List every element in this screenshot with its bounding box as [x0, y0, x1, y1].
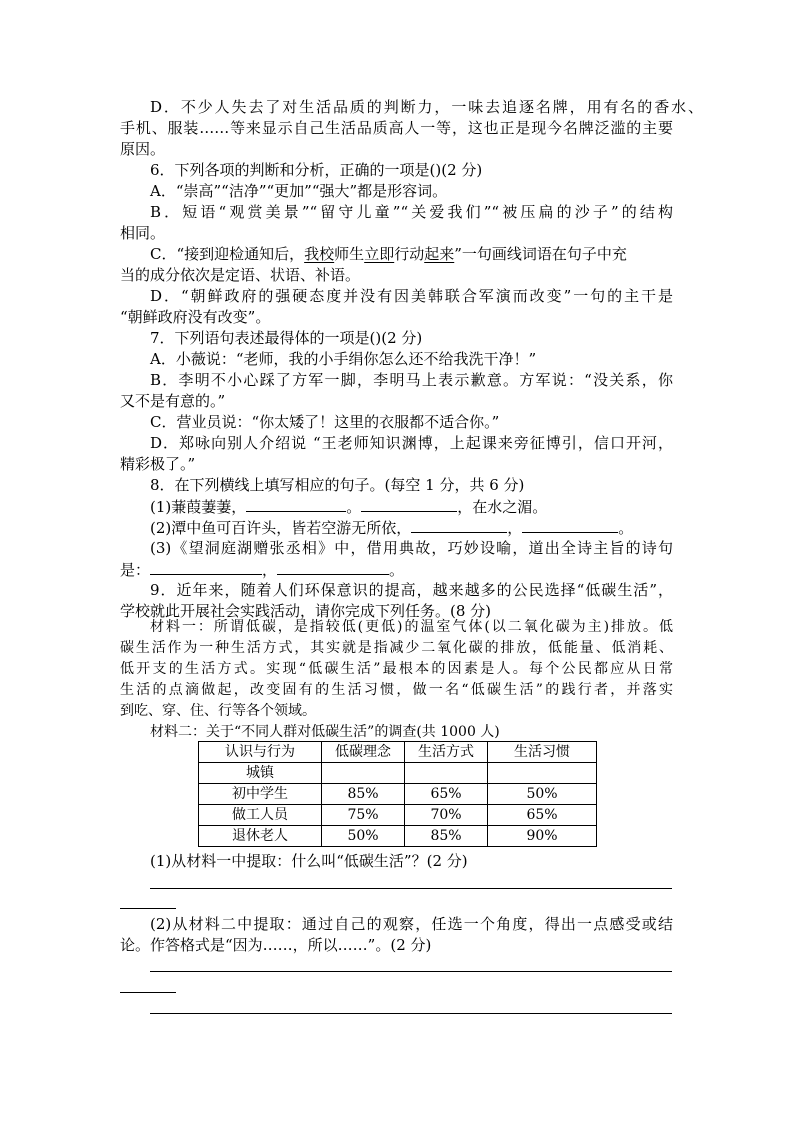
- q6-c-prefix: C．“接到迎检通知后，: [150, 245, 305, 263]
- q9-stem-line1: 9．近年来，随着人们环保意识的提高，越来越多的公民选择“低碳生活”，: [150, 581, 673, 599]
- table-row-label: 做工人员: [199, 805, 322, 826]
- table-row-label: 退休老人: [199, 826, 322, 847]
- table-cell: [322, 763, 405, 784]
- table-header-cell: 生活习惯: [488, 742, 597, 763]
- table-corner-row: [199, 763, 597, 784]
- q8-item2-mid: ，: [507, 519, 523, 537]
- material-1-line1: 材料一：所谓低碳，是指较低(更低)的温室气体(以二氧化碳为主)排放。低: [150, 619, 673, 635]
- q7-option-d-line2: 精彩极了。”: [120, 455, 196, 473]
- q8-item1-mid: 。: [346, 498, 362, 516]
- q8-item-3-line1: (3)《望洞庭湖赠张丞相》中，借用典故，巧妙设喻，道出全诗主旨的诗句: [150, 539, 673, 557]
- q8-item3-blank-1[interactable]: [150, 559, 262, 575]
- q6-c-text-2: 行动: [394, 245, 425, 263]
- table-cell: 75%: [322, 805, 405, 826]
- table-header-row: [199, 742, 597, 763]
- q5-option-d-line3: 原因。: [120, 140, 166, 158]
- table-cell: 50%: [488, 784, 597, 805]
- q6-c-underlined-word-3: 起来: [424, 245, 455, 263]
- table-cell: 50%: [322, 826, 405, 847]
- q8-item1-prefix: (1)蒹葭萋萋，: [150, 498, 247, 516]
- table-header-cell: 低碳理念: [322, 742, 405, 763]
- q7-option-a: A．小薇说：“老师，我的小手绢你怎么还不给我洗干净！”: [150, 350, 537, 368]
- table-row-label: 初中学生: [199, 784, 322, 805]
- q6-option-a: A．“崇高”“洁净”“更加”“强大”都是形容词。: [150, 182, 448, 200]
- q8-item3-mid: ，: [262, 561, 278, 579]
- q8-item2-suffix: 。: [618, 519, 634, 537]
- q6-option-c-line2: 当的成分依次是定语、状语、补语。: [120, 266, 361, 284]
- answer-line-tail[interactable]: [120, 992, 176, 993]
- q6-stem: 6．下列各项的判断和分析，正确的一项是()(2 分): [150, 161, 483, 179]
- q8-item2-blank-2[interactable]: [522, 517, 618, 533]
- table-cell: 90%: [488, 826, 597, 847]
- q8-item1-blank-2[interactable]: [361, 496, 457, 512]
- material-1-line3: 低开支的生活方式。实现“低碳生活”最根本的因素是人。每个公民都应从日常: [120, 661, 673, 677]
- q8-item-3-line2: [120, 559, 404, 580]
- q8-item-1: [150, 496, 547, 517]
- q7-stem: 7．下列语句表述最得体的一项是()(2 分): [150, 329, 423, 347]
- q7-option-b-line1: B．李明不小心踩了方军一脚，李明马上表示歉意。方军说：“没关系，你: [150, 371, 673, 389]
- q6-c-underlined-word-1: 我校: [304, 245, 335, 263]
- q8-item3-prefix: 是：: [120, 561, 151, 579]
- answer-line-tail[interactable]: [120, 908, 176, 909]
- q7-option-c: C．营业员说：“你太矮了！这里的衣服都不适合你。”: [150, 413, 500, 431]
- q8-item2-prefix: (2)潭中鱼可百许头，皆若空游无所依，: [150, 519, 412, 537]
- table-row: [199, 784, 597, 805]
- q8-item3-suffix: 。: [389, 561, 405, 579]
- answer-line[interactable]: [150, 971, 672, 972]
- q6-option-d-line2: “朝鲜政府没有改变”。: [120, 308, 271, 326]
- q6-option-b-line1: B．短语“观赏美景”“留守儿童”“关爱我们”“被压扁的沙子”的结构: [150, 203, 673, 221]
- q9-sub-question-2-line1: (2)从材料二中提取：通过自己的观察，任选一个角度，得出一点感受或结: [150, 915, 673, 933]
- q9-stem-line2: 学校就此开展社会实践活动，请你完成下列任务。(8 分): [120, 602, 492, 620]
- table-header-cell: 生活方式: [405, 742, 488, 763]
- q6-c-suffix: ”一句画线词语在句子中充: [454, 245, 627, 263]
- q6-option-c-line1: [150, 244, 627, 264]
- q5-option-d-line1: D．不少人失去了对生活品质的判断力，一味去追逐名牌，用有名的香水、: [150, 98, 703, 116]
- material-1-line4: 生活的点滴做起，改变固有的生活习惯，做一名“低碳生活”的践行者，并落实: [120, 682, 673, 698]
- q8-stem: 8．在下列横线上填写相应的句子。(每空 1 分，共 6 分): [150, 476, 525, 494]
- material-1-line2: 碳生活作为一种生活方式，其实就是指减少二氧化碳的排放，低能量、低消耗、: [120, 640, 673, 656]
- table-cell: 85%: [405, 826, 488, 847]
- answer-line[interactable]: [150, 888, 672, 889]
- q6-option-d-line1: D．“朝鲜政府的强硬态度并没有因美韩联合军演而改变”一句的主干是: [150, 287, 673, 305]
- q5-option-d-line2: 手机、服装……等来显示自己生活品质高人一等，这也正是现今名牌泛滥的主要: [120, 119, 673, 137]
- q6-option-b-line2: 相同。: [120, 224, 166, 242]
- table-corner-cell: 城镇: [199, 763, 322, 784]
- answer-line[interactable]: [150, 1013, 672, 1014]
- material-2-title: 材料二：关于“不同人群对低碳生活”的调查(共 1000 人): [150, 724, 500, 740]
- table-cell: 85%: [322, 784, 405, 805]
- q8-item1-suffix: ，在水之湄。: [457, 498, 548, 516]
- q8-item1-blank-1[interactable]: [246, 496, 346, 512]
- table-row: [199, 826, 597, 847]
- q7-option-d-line1: D．郑咏向别人介绍说 “王老师知识渊博，上起课来旁征博引，信口开河，: [150, 434, 673, 452]
- q9-sub-question-2-line2: 论。作答格式是“因为……，所以……”。(2 分): [120, 936, 432, 954]
- q8-item3-blank-2[interactable]: [277, 559, 389, 575]
- material-1-line5: 到吃、穿、住、行等各个领域。: [120, 703, 316, 719]
- q9-sub-question-1: (1)从材料一中提取：什么叫“低碳生活”？(2 分): [150, 852, 468, 870]
- table-cell: [405, 763, 488, 784]
- table-cell: [488, 763, 597, 784]
- q6-c-underlined-word-2: 立即: [364, 245, 395, 263]
- table-row: [199, 805, 597, 826]
- q8-item2-blank-1[interactable]: [411, 517, 507, 533]
- table-cell: 65%: [405, 784, 488, 805]
- q8-item-2: [150, 517, 633, 538]
- table-cell: 70%: [405, 805, 488, 826]
- table-cell: 65%: [488, 805, 597, 826]
- q7-option-b-line2: 又不是有意的。”: [120, 392, 226, 410]
- table-header-cell: 认识与行为: [199, 742, 322, 763]
- q6-c-text-1: 师生: [334, 245, 365, 263]
- survey-table: [198, 741, 597, 847]
